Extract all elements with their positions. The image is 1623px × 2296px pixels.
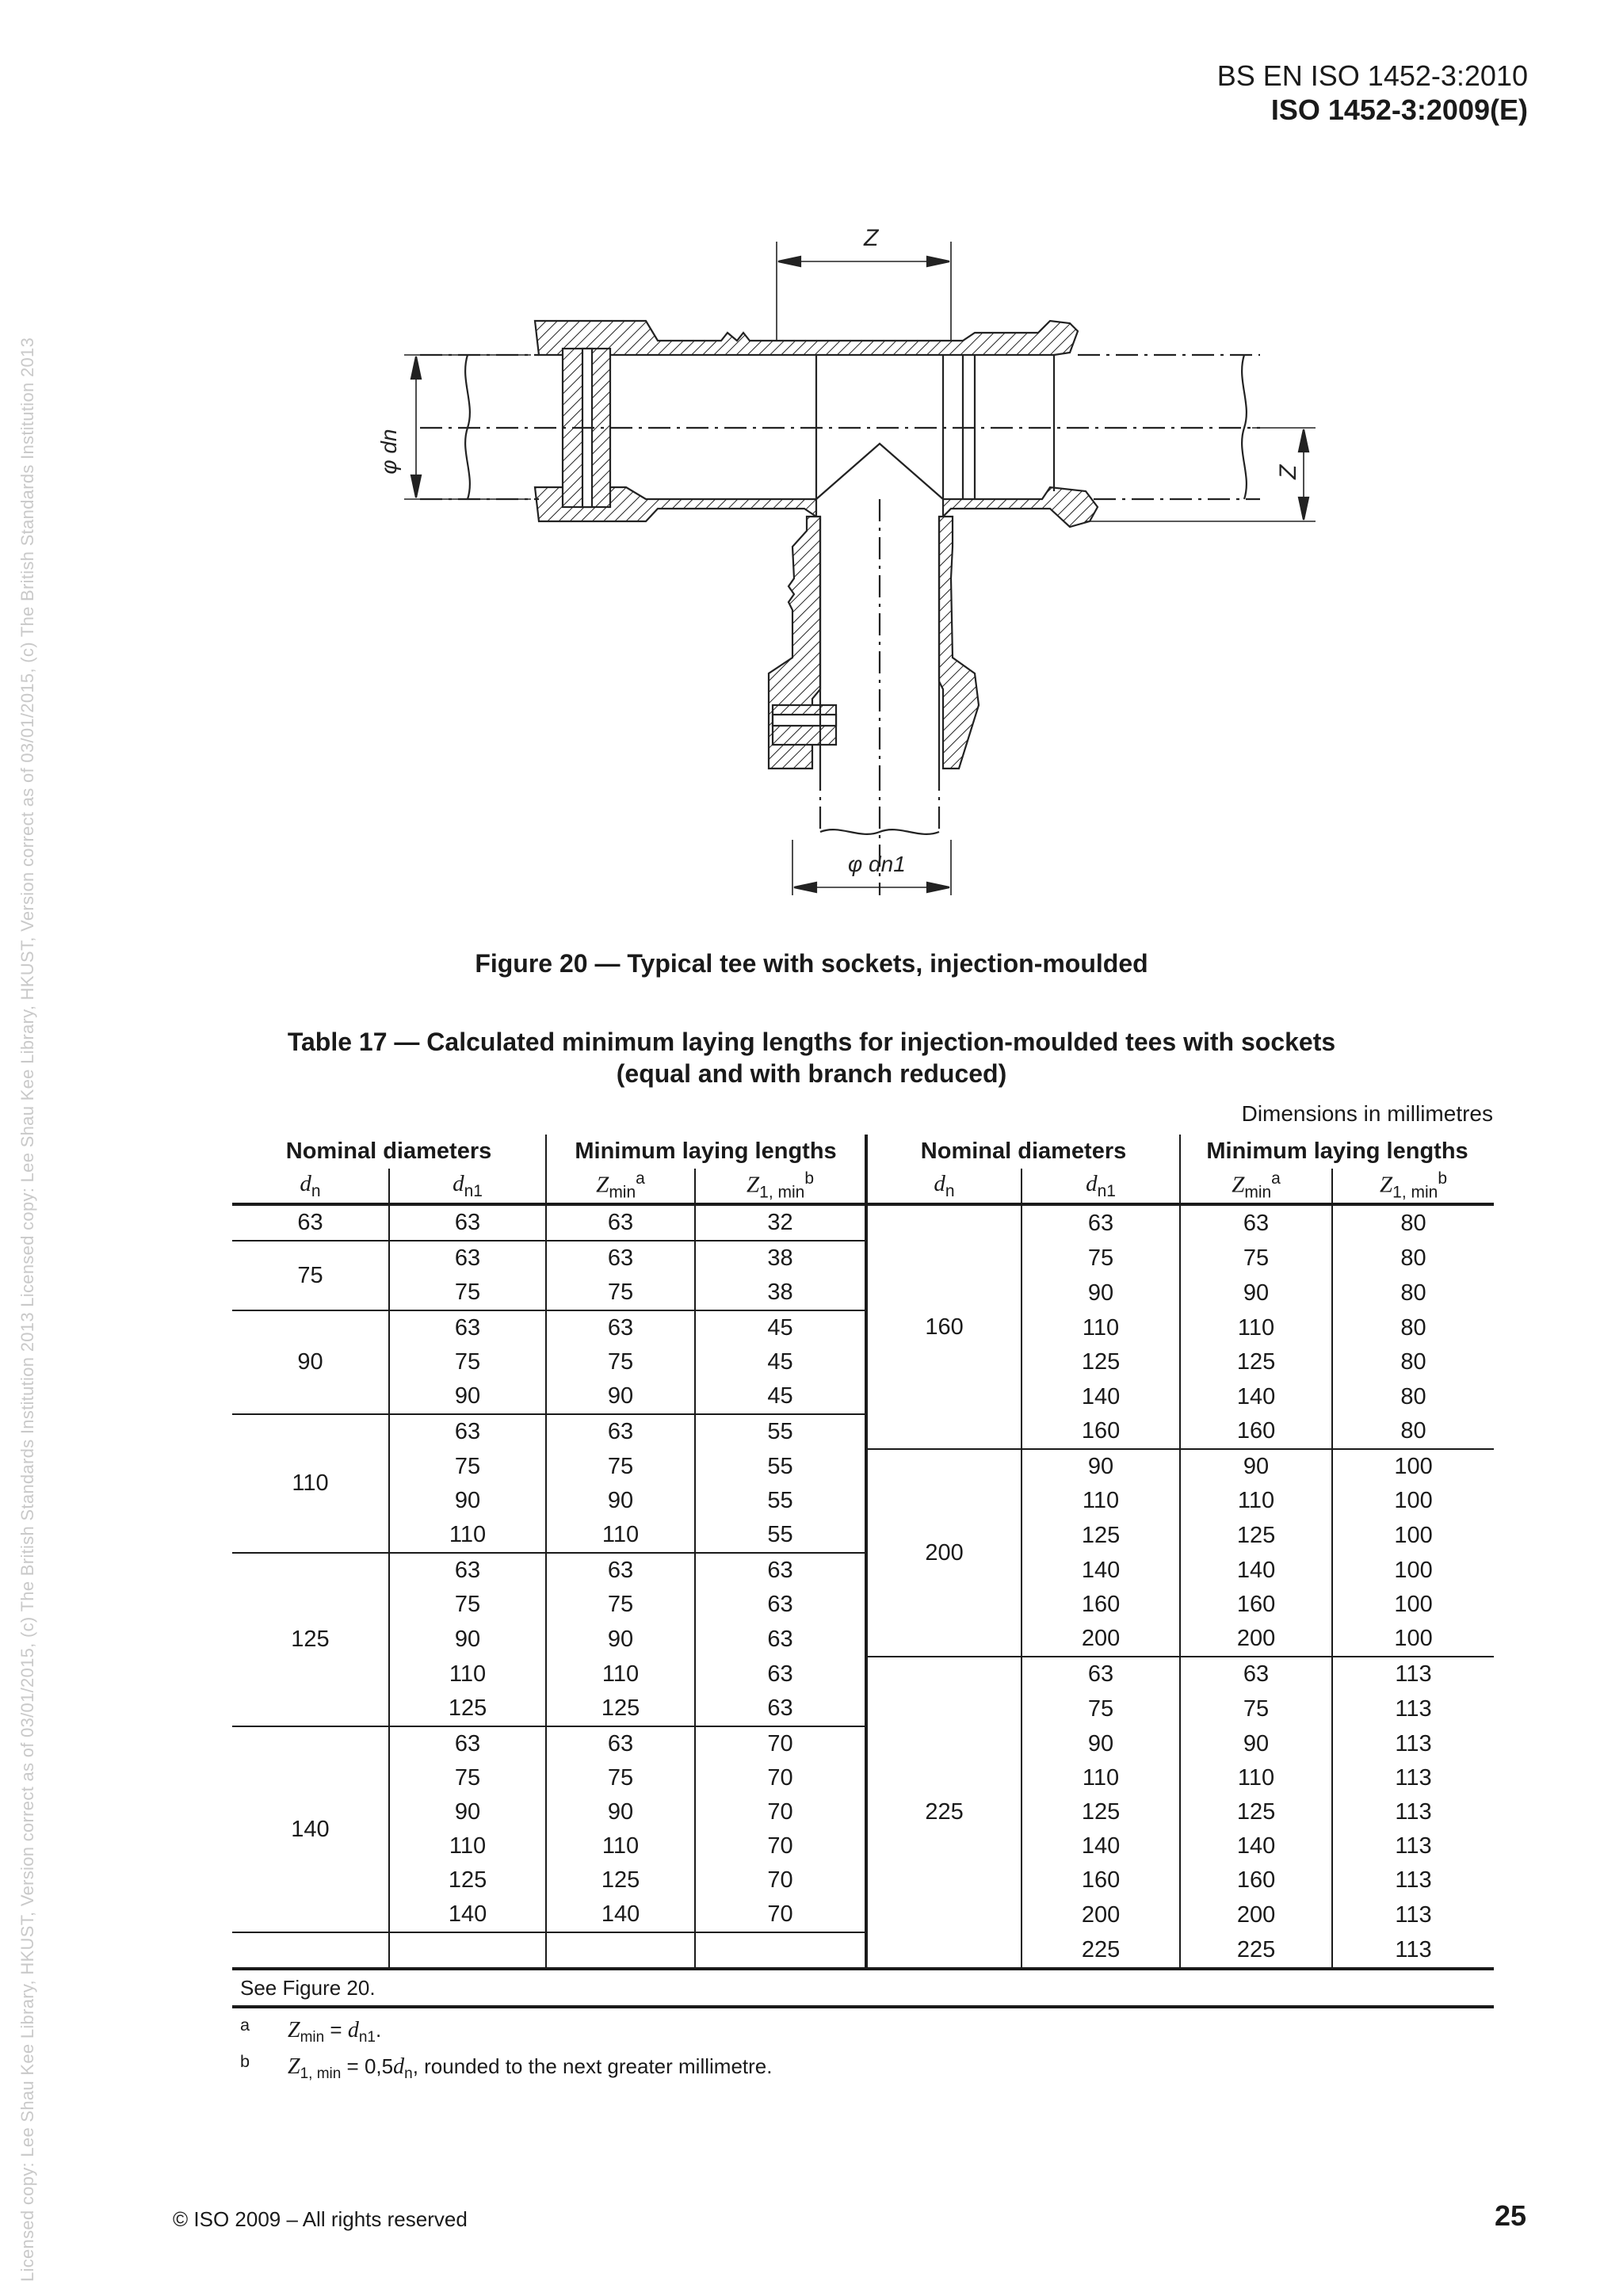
cell-z1min-right: 113 [1332, 1897, 1494, 1932]
cell-z1min-right: 113 [1332, 1691, 1494, 1726]
table-row [232, 1761, 1494, 1795]
cell-dn1-right: 110 [1022, 1484, 1180, 1518]
branch-right-wall [939, 517, 979, 769]
cell-zmin-left: 110 [546, 1657, 695, 1691]
cell-zmin-left: 63 [546, 1726, 695, 1761]
laying-lengths-table [232, 1135, 1494, 2100]
cell-z1min-left: 45 [695, 1345, 866, 1379]
cell-z1min-left: 70 [695, 1897, 866, 1932]
cell-z1min-right: 80 [1332, 1345, 1494, 1379]
cell-dn1-right: 140 [1022, 1379, 1180, 1414]
cell-dn1-right: 125 [1022, 1345, 1180, 1379]
table-row [232, 1863, 1494, 1897]
cell-zmin-right: 63 [1180, 1204, 1332, 1241]
cell-dn-left: 75 [232, 1241, 389, 1310]
cell-z1min-left: 63 [695, 1691, 866, 1726]
document-header [1217, 59, 1528, 127]
cell-zmin-right: 160 [1180, 1588, 1332, 1622]
cell-zmin-right: 140 [1180, 1379, 1332, 1414]
sym-dn1-left: $d_{n1}$ [389, 1169, 546, 1204]
see-figure-row [232, 1969, 1494, 2007]
cell-zmin-right: 90 [1180, 1726, 1332, 1761]
sym-zmin-left: $Z_{min}^a$ [546, 1169, 695, 1204]
cell-zmin-left: 110 [546, 1829, 695, 1863]
label-dn: φ dn [376, 429, 401, 475]
cell-dn1-left: 63 [389, 1553, 546, 1588]
cell-z1min-left: 55 [695, 1414, 866, 1449]
cell-dn1-right: 160 [1022, 1863, 1180, 1897]
cell-zmin-left: 125 [546, 1691, 695, 1726]
cell-z1min-right: 80 [1332, 1414, 1494, 1449]
cell-z1min-left: 32 [695, 1204, 866, 1241]
cell-zmin-right: 75 [1180, 1241, 1332, 1276]
page-number: 25 [1494, 2199, 1526, 2232]
table-title-line1: Table 17 — Calculated minimum laying lengths for injection-moulded tees with sockets [287, 1028, 1336, 1056]
cell-z1min-left: 38 [695, 1241, 866, 1276]
cell-zmin-left: 75 [546, 1588, 695, 1622]
cell-zmin-left: 110 [546, 1518, 695, 1553]
table-row [232, 1795, 1494, 1829]
header-laying-right: Minimum laying lengths [1180, 1135, 1494, 1169]
watermark: Licensed copy: Lee Shau Kee Library, HKUST, Version correct as of 03/01/2015, (c) The British Standards Institution 2013 Licensed copy: Lee Shau Kee Library, HKUST, Version correct as of 03/01/2015, (c) The British Standards Institution 2013 [17, 337, 37, 2282]
cell-dn1-right: 63 [1022, 1204, 1180, 1241]
cell-zmin-right: 125 [1180, 1795, 1332, 1829]
cell-zmin-right: 140 [1180, 1553, 1332, 1588]
table-row [232, 1345, 1494, 1379]
table-row [232, 1379, 1494, 1414]
cell-dn1-right: 63 [1022, 1657, 1180, 1691]
cell-z1min-left: 70 [695, 1726, 866, 1761]
table-row [232, 1897, 1494, 1932]
cell-dn1-right: 200 [1022, 1622, 1180, 1657]
cell-zmin-left: 90 [546, 1795, 695, 1829]
cell-z1min-left: 70 [695, 1829, 866, 1863]
cell-z1min-right: 80 [1332, 1241, 1494, 1276]
cell-z1min-left: 55 [695, 1518, 866, 1553]
table-row [232, 1276, 1494, 1310]
cell-zmin-left: 63 [546, 1310, 695, 1345]
table-row [232, 1932, 1494, 1969]
cell-dn1-left: 110 [389, 1829, 546, 1863]
cell-zmin-right: 90 [1180, 1276, 1332, 1310]
header-laying-left: Minimum laying lengths [546, 1135, 866, 1169]
cell-z1min-left: 55 [695, 1449, 866, 1484]
cell-dn1-right: 75 [1022, 1241, 1180, 1276]
cell-empty-left [232, 1932, 389, 1969]
cell-z1min-left: 45 [695, 1310, 866, 1345]
cell-zmin-right: 160 [1180, 1863, 1332, 1897]
cell-z1min-right: 80 [1332, 1276, 1494, 1310]
cell-z1min-right: 80 [1332, 1310, 1494, 1345]
standard-number-iso: ISO 1452-3:2009(E) [1270, 93, 1528, 127]
cell-dn-left: 90 [232, 1310, 389, 1414]
header-nominal-left: Nominal diameters [285, 1138, 492, 1164]
cell-z1min-left: 63 [695, 1553, 866, 1588]
footnote-a: $^a$ $Z_{min} = d_{n1}$. [240, 2015, 382, 2046]
cell-zmin-right: 110 [1180, 1761, 1332, 1795]
symbol-header-row [232, 1169, 1494, 1204]
table-row [232, 1829, 1494, 1863]
cell-dn-left: 140 [232, 1726, 389, 1932]
cell-dn1-left: 90 [389, 1484, 546, 1518]
cell-empty-left [389, 1932, 546, 1969]
table-row [232, 1310, 1494, 1345]
cell-dn1-right: 160 [1022, 1588, 1180, 1622]
cell-z1min-right: 113 [1332, 1863, 1494, 1897]
cell-zmin-right: 125 [1180, 1345, 1332, 1379]
cell-dn1-right: 140 [1022, 1553, 1180, 1588]
cell-dn-left: 110 [232, 1414, 389, 1553]
cell-z1min-right: 100 [1332, 1518, 1494, 1553]
cell-dn1-left: 63 [389, 1726, 546, 1761]
cell-dn1-right: 75 [1022, 1691, 1180, 1726]
cell-dn1-left: 63 [389, 1204, 546, 1241]
cell-z1min-left: 55 [695, 1484, 866, 1518]
table-row [232, 1553, 1494, 1588]
sym-z1min-left: $Z_{1, min}^b$ [695, 1169, 866, 1204]
cell-dn1-left: 110 [389, 1657, 546, 1691]
cell-dn-left: 125 [232, 1553, 389, 1726]
cell-z1min-right: 100 [1332, 1553, 1494, 1588]
footnote-b: $^b$ $Z_{1, min} = 0,5d_n$, rounded to the next greater millimetre. [240, 2051, 773, 2083]
cell-zmin-left: 140 [546, 1897, 695, 1932]
copyright: © ISO 2009 – All rights reserved [173, 2207, 468, 2231]
cell-zmin-left: 75 [546, 1345, 695, 1379]
sym-dn-right: $d_n$ [866, 1169, 1022, 1204]
group-header-row [232, 1135, 1494, 1169]
table-row [232, 1588, 1494, 1622]
cell-z1min-right: 113 [1332, 1829, 1494, 1863]
table-row [232, 1726, 1494, 1761]
cell-dn1-right: 125 [1022, 1795, 1180, 1829]
cell-zmin-right: 110 [1180, 1310, 1332, 1345]
table-row [232, 1414, 1494, 1449]
cell-z1min-right: 80 [1332, 1379, 1494, 1414]
cell-z1min-right: 113 [1332, 1726, 1494, 1761]
table-row [232, 1518, 1494, 1553]
cell-zmin-left: 90 [546, 1484, 695, 1518]
cell-z1min-left: 38 [695, 1276, 866, 1310]
cell-dn-right: 225 [866, 1657, 1022, 1969]
cell-dn1-left: 75 [389, 1345, 546, 1379]
cell-zmin-right: 63 [1180, 1657, 1332, 1691]
cell-z1min-left: 70 [695, 1863, 866, 1897]
table-row [232, 1484, 1494, 1518]
sym-dn1-right: $d_{n1}$ [1022, 1169, 1180, 1204]
cell-z1min-left: 70 [695, 1795, 866, 1829]
cell-zmin-right: 125 [1180, 1518, 1332, 1553]
cell-dn1-right: 110 [1022, 1761, 1180, 1795]
run-bottom-wall-right [943, 487, 1098, 527]
cell-z1min-right: 113 [1332, 1657, 1494, 1691]
cell-z1min-left: 63 [695, 1588, 866, 1622]
cell-zmin-left: 125 [546, 1863, 695, 1897]
cell-dn1-left: 75 [389, 1761, 546, 1795]
cell-dn1-right: 90 [1022, 1726, 1180, 1761]
cell-zmin-right: 200 [1180, 1622, 1332, 1657]
footnotes-row [232, 2007, 1494, 2100]
cell-dn1-left: 63 [389, 1310, 546, 1345]
sym-z1min-right: $Z_{1, min}^b$ [1332, 1169, 1494, 1204]
cell-dn1-left: 63 [389, 1241, 546, 1276]
cell-zmin-left: 63 [546, 1414, 695, 1449]
cell-zmin-left: 63 [546, 1241, 695, 1276]
cell-dn1-right: 125 [1022, 1518, 1180, 1553]
cell-z1min-right: 113 [1332, 1761, 1494, 1795]
table-row [232, 1204, 1494, 1241]
cell-dn1-right: 110 [1022, 1310, 1180, 1345]
cell-zmin-right: 225 [1180, 1932, 1332, 1969]
cell-zmin-left: 75 [546, 1761, 695, 1795]
table-title-line2: (equal and with branch reduced) [616, 1059, 1007, 1088]
cell-zmin-right: 110 [1180, 1484, 1332, 1518]
cell-dn1-left: 75 [389, 1588, 546, 1622]
cell-zmin-left: 90 [546, 1379, 695, 1414]
cell-z1min-right: 100 [1332, 1449, 1494, 1484]
cell-z1min-right: 100 [1332, 1588, 1494, 1622]
table-row [232, 1241, 1494, 1276]
cell-z1min-left: 70 [695, 1761, 866, 1795]
cell-zmin-left: 63 [546, 1204, 695, 1241]
cell-z1min-right: 113 [1332, 1795, 1494, 1829]
figure-caption: Figure 20 — Typical tee with sockets, injection-moulded [475, 949, 1148, 978]
label-z-right: Z [1275, 464, 1301, 479]
cell-zmin-left: 75 [546, 1276, 695, 1310]
cell-z1min-right: 100 [1332, 1484, 1494, 1518]
standard-number-bs: BS EN ISO 1452-3:2010 [1216, 59, 1528, 92]
cell-dn1-left: 110 [389, 1518, 546, 1553]
cell-zmin-right: 75 [1180, 1691, 1332, 1726]
label-z-top: Z [864, 225, 879, 251]
cell-zmin-right: 160 [1180, 1414, 1332, 1449]
label-dn1: φ dn1 [848, 852, 906, 876]
header-nominal-right: Nominal diameters [866, 1135, 1180, 1169]
cell-z1min-left: 63 [695, 1657, 866, 1691]
cell-dn1-right: 200 [1022, 1897, 1180, 1932]
cell-empty-left [695, 1932, 866, 1969]
table-row [232, 1622, 1494, 1657]
cell-z1min-right: 113 [1332, 1932, 1494, 1969]
cell-dn1-left: 125 [389, 1863, 546, 1897]
cell-dn1-left: 125 [389, 1691, 546, 1726]
cell-z1min-right: 100 [1332, 1622, 1494, 1657]
cell-dn1-right: 90 [1022, 1449, 1180, 1484]
tee-drawing [372, 214, 1323, 903]
cell-z1min-right: 80 [1332, 1204, 1494, 1241]
cell-zmin-right: 200 [1180, 1897, 1332, 1932]
sym-zmin-right: $Z_{min}^a$ [1180, 1169, 1332, 1204]
table-row [232, 1449, 1494, 1484]
cell-dn-right: 200 [866, 1449, 1022, 1657]
see-figure-note: See Figure 20. [240, 1975, 376, 2000]
run-top-wall [535, 321, 1078, 355]
cell-dn1-left: 63 [389, 1414, 546, 1449]
cell-dn1-right: 90 [1022, 1276, 1180, 1310]
cell-dn1-left: 140 [389, 1897, 546, 1932]
table-row [232, 1657, 1494, 1691]
cell-dn1-left: 75 [389, 1449, 546, 1484]
cell-empty-left [546, 1932, 695, 1969]
cell-dn1-right: 140 [1022, 1829, 1180, 1863]
cell-zmin-left: 90 [546, 1622, 695, 1657]
cell-zmin-right: 90 [1180, 1449, 1332, 1484]
cell-z1min-left: 45 [695, 1379, 866, 1414]
cell-zmin-left: 75 [546, 1449, 695, 1484]
cell-z1min-left: 63 [695, 1622, 866, 1657]
cell-dn1-right: 225 [1022, 1932, 1180, 1969]
cell-dn-left: 63 [297, 1210, 323, 1235]
cell-zmin-right: 140 [1180, 1829, 1332, 1863]
cell-dn1-left: 90 [389, 1795, 546, 1829]
cell-dn1-left: 90 [389, 1379, 546, 1414]
cell-dn1-left: 90 [389, 1622, 546, 1657]
cell-zmin-left: 63 [546, 1553, 695, 1588]
units-note: Dimensions in millimetres [1241, 1101, 1493, 1126]
cell-dn1-left: 75 [389, 1276, 546, 1310]
cell-dn1-right: 160 [1022, 1414, 1180, 1449]
cell-dn-right: 160 [866, 1204, 1022, 1449]
sym-dn-left: $d_n$ [300, 1170, 321, 1200]
table-row [232, 1691, 1494, 1726]
